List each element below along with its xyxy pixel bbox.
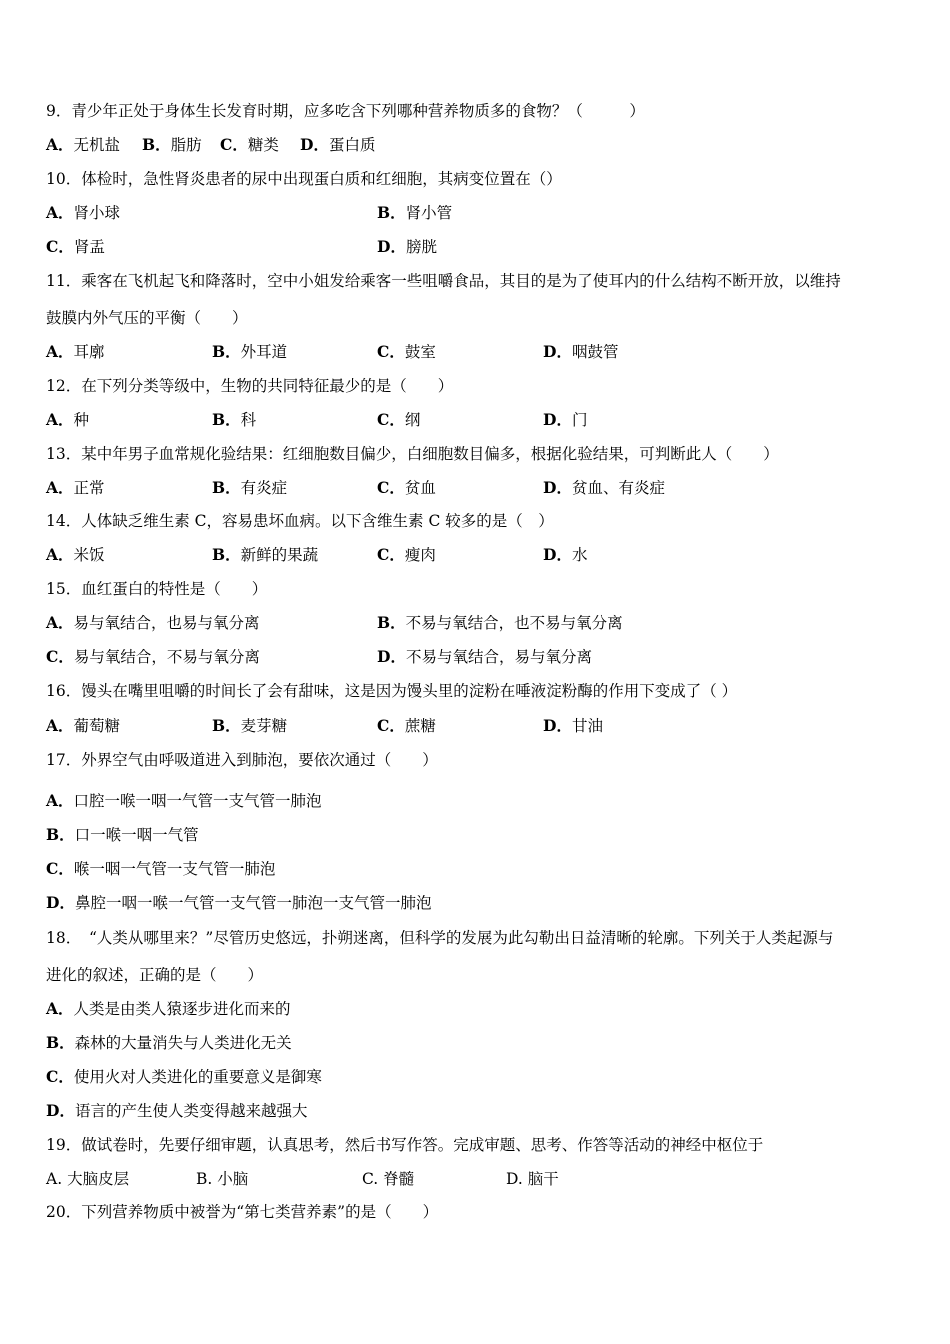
question-12-options <box>46 410 926 430</box>
question-18-option-b[interactable]: B．森林的大量消失与人类进化无关 <box>46 1033 292 1052</box>
question-11-stem-cont: 鼓膜内外气压的平衡（ ） <box>46 309 248 327</box>
option-c[interactable]: C．纲 <box>377 410 421 429</box>
question-12-stem: 12．在下列分类等级中，生物的共同特征最少的是（ ） <box>46 377 454 395</box>
question-18-stem: 18． “人类从哪里来？”尽管历史悠远，扑朔迷离，但科学的发展为此勾勒出日益清晰的轮廓。下列关于人类起源与 <box>46 929 834 947</box>
option-d[interactable]: D．蛋白质 <box>300 135 376 154</box>
question-9-options <box>46 135 926 155</box>
option-c[interactable]: C. 脊髓 <box>362 1170 415 1188</box>
question-18-option-c[interactable]: C．使用火对人类进化的重要意义是御寒 <box>46 1067 322 1086</box>
option-c[interactable]: C．鼓室 <box>377 342 436 361</box>
option-b[interactable]: B．麦芽糖 <box>212 716 288 735</box>
option-d[interactable]: D．甘油 <box>543 716 603 735</box>
option-a[interactable]: A．葡萄糖 <box>46 716 121 735</box>
question-15-options-row2 <box>46 647 926 667</box>
question-20-stem: 20．下列营养物质中被誉为“第七类营养素”的是（ ） <box>46 1203 439 1221</box>
question-16-options <box>46 716 926 736</box>
option-d[interactable]: D．不易与氧结合，易与氧分离 <box>377 647 592 666</box>
option-d[interactable]: D．贫血、有炎症 <box>543 478 665 497</box>
option-b[interactable]: B. 小脑 <box>196 1170 249 1188</box>
option-b[interactable]: B．不易与氧结合，也不易与氧分离 <box>377 613 623 632</box>
question-11-options <box>46 342 926 362</box>
option-c[interactable]: C．肾盂 <box>46 237 105 256</box>
option-c[interactable]: C．贫血 <box>377 478 436 497</box>
question-17-stem: 17．外界空气由呼吸道进入到肺泡，要依次通过（ ） <box>46 751 438 769</box>
option-c[interactable]: C．瘦肉 <box>377 545 436 564</box>
option-a[interactable]: A．无机盐 <box>46 135 121 154</box>
question-19-stem: 19．做试卷时，先要仔细审题，认真思考，然后书写作答。完成审题、思考、作答等活动的神经中枢位于 <box>46 1136 764 1154</box>
question-10-options-row1 <box>46 203 926 223</box>
option-a[interactable]: A．易与氧结合，也易与氧分离 <box>46 613 260 632</box>
option-b[interactable]: B．外耳道 <box>212 342 288 361</box>
option-a[interactable]: A．耳廓 <box>46 342 105 361</box>
option-a[interactable]: A．米饭 <box>46 545 105 564</box>
option-c[interactable]: C．易与氧结合，不易与氧分离 <box>46 647 260 666</box>
question-9-stem: 9．青少年正处于身体生长发育时期，应多吃含下列哪种营养物质多的食物？（ ） <box>46 102 645 120</box>
question-19-options <box>46 1169 926 1189</box>
option-b[interactable]: B．新鲜的果蔬 <box>212 545 319 564</box>
option-d[interactable]: D．咽鼓管 <box>543 342 619 361</box>
question-10-stem: 10．体检时，急性肾炎患者的尿中出现蛋白质和红细胞，其病变位置在（） <box>46 170 562 188</box>
option-b[interactable]: B．肾小管 <box>377 203 453 222</box>
question-17-option-b[interactable]: B．口一喉一咽一气管 <box>46 825 199 844</box>
option-b[interactable]: B．脂肪 <box>142 135 202 154</box>
question-16-stem: 16．馒头在嘴里咀嚼的时间长了会有甜味，这是因为馒头里的淀粉在唾液淀粉酶的作用下变成了（ ） <box>46 682 738 700</box>
option-d[interactable]: D．膀胱 <box>377 237 437 256</box>
option-c[interactable]: C．蔗糖 <box>377 716 436 735</box>
question-17-option-d[interactable]: D．鼻腔一咽一喉一气管一支气管一肺泡一支气管一肺泡 <box>46 893 432 912</box>
question-11-stem: 11．乘客在飞机起飞和降落时，空中小姐发给乘客一些咀嚼食品，其目的是为了使耳内的什么结构不断开放，以维持 <box>46 272 841 290</box>
option-b[interactable]: B．科 <box>212 410 257 429</box>
option-a[interactable]: A. 大脑皮层 <box>46 1170 130 1188</box>
question-10-options-row2 <box>46 237 926 257</box>
option-d[interactable]: D．水 <box>543 545 588 564</box>
question-18-stem-cont: 进化的叙述，正确的是（ ） <box>46 966 264 984</box>
option-d[interactable]: D．门 <box>543 410 588 429</box>
option-a[interactable]: A．正常 <box>46 478 105 497</box>
option-a[interactable]: A．种 <box>46 410 90 429</box>
option-b[interactable]: B．有炎症 <box>212 478 288 497</box>
question-18-option-d[interactable]: D．语言的产生使人类变得越来越强大 <box>46 1101 308 1120</box>
question-14-stem: 14．人体缺乏维生素 C，容易患坏血病。以下含维生素 C 较多的是（ ） <box>46 512 554 530</box>
question-13-options <box>46 478 926 498</box>
question-17-option-c[interactable]: C．喉一咽一气管一支气管一肺泡 <box>46 859 276 878</box>
question-14-options <box>46 545 926 565</box>
question-15-stem: 15．血红蛋白的特性是（ ） <box>46 580 268 598</box>
option-d[interactable]: D. 脑干 <box>506 1170 559 1188</box>
option-c[interactable]: C．糖类 <box>220 135 279 154</box>
question-13-stem: 13．某中年男子血常规化验结果：红细胞数目偏少，白细胞数目偏多，根据化验结果，可判断此人（ ） <box>46 445 779 463</box>
question-15-options-row1 <box>46 613 926 633</box>
question-18-option-a[interactable]: A．人类是由类人猿逐步进化而来的 <box>46 999 291 1018</box>
question-17-option-a[interactable]: A．口腔一喉一咽一气管一支气管一肺泡 <box>46 791 322 810</box>
option-a[interactable]: A．肾小球 <box>46 203 121 222</box>
